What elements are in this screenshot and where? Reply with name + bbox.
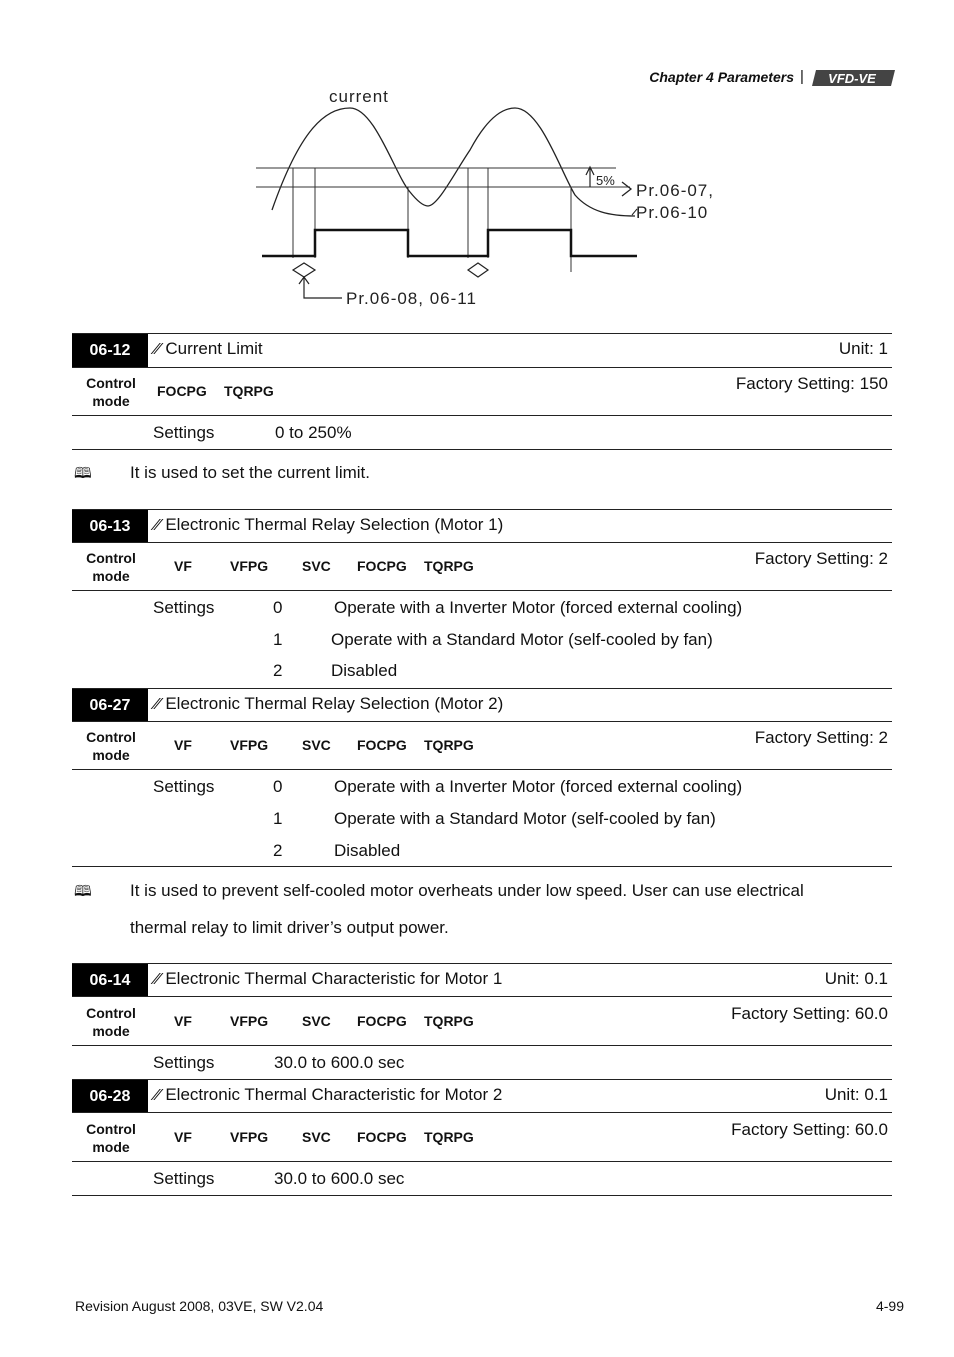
param-id-0613: 06-13	[72, 510, 148, 543]
percent-label: 5%	[596, 173, 615, 188]
option-text: Disabled	[334, 841, 401, 860]
param-name-0628: ⁄⁄ Electronic Thermal Characteristic for Motor 2	[155, 1085, 503, 1104]
mode-tqrpg: TQRPG	[424, 737, 474, 753]
factory-setting-0628: Factory Setting: 60.0	[731, 1120, 888, 1139]
settings-label: Settings	[153, 598, 215, 617]
mode-vf: VF	[174, 1129, 192, 1145]
book-icon: 🕮	[74, 883, 92, 900]
option-text: Operate with a Standard Motor (self-cooled by fan)	[331, 630, 713, 649]
settings-label: Settings	[153, 1053, 215, 1072]
mode-focpg: FOCPG	[357, 737, 407, 753]
option-value: 0	[273, 777, 283, 796]
option-text: Operate with a Standard Motor (self-cooled by fan)	[334, 809, 716, 828]
param-id-0614: 06-14	[72, 964, 148, 997]
param-name-0627: ⁄⁄ Electronic Thermal Relay Selection (Motor 2)	[155, 694, 504, 713]
factory-setting-0613: Factory Setting: 2	[754, 549, 888, 568]
mode-vfpg: VFPG	[230, 558, 269, 574]
option-text: Operate with a Inverter Motor (forced external cooling)	[334, 777, 743, 796]
settings-range-0628: 30.0 to 600.0 sec	[274, 1169, 405, 1188]
factory-setting-0627: Factory Setting: 2	[754, 728, 888, 747]
option-value: 2	[273, 661, 283, 680]
settings-range-0612: 0 to 250%	[275, 423, 352, 442]
mode-svc: SVC	[302, 1129, 331, 1145]
control-mode-label: Control mode	[86, 1005, 136, 1039]
pencil-icon: ⁄⁄	[155, 1087, 161, 1104]
control-mode-label: Control mode	[86, 1121, 136, 1155]
delay-marker-2	[468, 263, 488, 277]
mode-svc: SVC	[302, 558, 331, 574]
current-limit-diagram	[250, 80, 750, 320]
mode-svc: SVC	[302, 737, 331, 753]
param-id-0612: 06-12	[72, 334, 148, 367]
mode-focpg: FOCPG	[357, 1129, 407, 1145]
mode-tqrpg: TQRPG	[224, 383, 274, 399]
param-name-0614: ⁄⁄ Electronic Thermal Characteristic for Motor 1	[155, 969, 503, 988]
mode-focpg: FOCPG	[157, 383, 207, 399]
mode-vf: VF	[174, 1013, 192, 1029]
option-text: Disabled	[331, 661, 398, 680]
delay-marker-1	[293, 263, 315, 277]
settings-label: Settings	[153, 777, 215, 796]
pr-0610-label: Pr.06-10	[636, 203, 709, 222]
mode-focpg: FOCPG	[357, 558, 407, 574]
param-name-0613: ⁄⁄ Electronic Thermal Relay Selection (Motor 1)	[155, 515, 504, 534]
control-mode-label: Control mode	[86, 375, 136, 409]
note-0612: It is used to set the current limit.	[130, 463, 370, 482]
page-number: 4-99	[875, 1298, 904, 1314]
mode-vfpg: VFPG	[230, 1013, 269, 1029]
option-value: 0	[273, 598, 283, 617]
mode-svc: SVC	[302, 1013, 331, 1029]
settings-label: Settings	[153, 1169, 215, 1188]
pr-0608-label: Pr.06-08, 06-11	[346, 289, 477, 308]
control-mode-label: Control mode	[86, 729, 136, 763]
mode-vf: VF	[174, 737, 192, 753]
pencil-icon: ⁄⁄	[155, 517, 161, 534]
param-id-0628: 06-28	[72, 1080, 148, 1113]
factory-setting-0614: Factory Setting: 60.0	[731, 1004, 888, 1023]
factory-setting-0612: Factory Setting: 150	[735, 374, 888, 393]
unit-0612: Unit: 1	[838, 339, 888, 358]
note-0627-line2: thermal relay to limit driver’s output power.	[130, 918, 449, 937]
mode-tqrpg: TQRPG	[424, 558, 474, 574]
option-value: 1	[273, 630, 283, 649]
option-text: Operate with a Inverter Motor (forced external cooling)	[334, 598, 743, 617]
book-icon: 🕮	[74, 465, 92, 482]
option-value: 2	[273, 841, 283, 860]
mode-tqrpg: TQRPG	[424, 1129, 474, 1145]
mode-tqrpg: TQRPG	[424, 1013, 474, 1029]
footer-revision: Revision August 2008, 03VE, SW V2.04	[75, 1298, 324, 1314]
current-waveform	[272, 108, 635, 216]
unit-0628: Unit: 0.1	[824, 1085, 888, 1104]
vfd-ve-logo	[812, 70, 895, 86]
logo-text: VFD-VE	[828, 71, 876, 86]
control-mode-label: Control mode	[86, 550, 136, 584]
mode-focpg: FOCPG	[357, 1013, 407, 1029]
mode-vf: VF	[174, 558, 192, 574]
chapter-title: Chapter 4 Parameters	[649, 69, 794, 85]
mode-vfpg: VFPG	[230, 737, 269, 753]
unit-0614: Unit: 0.1	[824, 969, 888, 988]
pencil-icon: ⁄⁄	[155, 696, 161, 713]
param-id-0627: 06-27	[72, 689, 148, 722]
pr-0607-label: Pr.06-07,	[636, 181, 714, 200]
param-name-0612: ⁄⁄ Current Limit	[155, 339, 263, 358]
current-label: current	[329, 87, 389, 106]
header-separator: |	[800, 68, 804, 85]
pencil-icon: ⁄⁄	[155, 971, 161, 988]
settings-range-0614: 30.0 to 600.0 sec	[274, 1053, 405, 1072]
pencil-icon: ⁄⁄	[155, 341, 161, 358]
settings-label: Settings	[153, 423, 215, 442]
option-value: 1	[273, 809, 283, 828]
mode-vfpg: VFPG	[230, 1129, 269, 1145]
output-pulse	[262, 230, 637, 256]
note-0627-line1: It is used to prevent self-cooled motor overheats under low speed. User can use electrical	[130, 881, 804, 900]
